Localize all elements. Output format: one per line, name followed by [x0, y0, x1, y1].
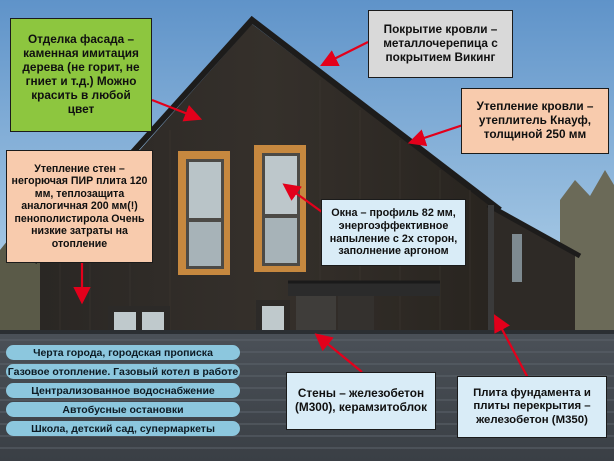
- walls-insulation-callout-text: Утепление стен – негорючая ПИР плита 120 мм, теплозащита аналогичная 200 мм(!) пенополистирола Очень низкие затраты на отопление: [11, 162, 148, 250]
- feature-pill: [6, 402, 240, 417]
- roof-callout: [368, 10, 513, 78]
- roof-insulation-callout: [461, 88, 609, 154]
- feature-pill-label: Черта города, городская прописка: [33, 346, 213, 359]
- roof-insulation-callout-text: Утепление кровли – утеплитель Кнауф, толщиной 250 мм: [476, 99, 594, 141]
- roof-callout-text: Покрытие кровли – металлочерепица с покрытием Викинг: [383, 22, 498, 64]
- feature-pill: [6, 383, 240, 398]
- feature-pill: [6, 345, 240, 360]
- facade-callout-text: Отделка фасада – каменная имитация дерева (не горит, не гниет и т.д.) Можно красить в любой цвет: [22, 32, 140, 116]
- upper-window-left: [178, 151, 230, 275]
- facade-callout: [10, 18, 152, 132]
- entrance-canopy: [288, 282, 440, 296]
- feature-pill: [6, 364, 240, 379]
- feature-pill-label: Автобусные остановки: [62, 403, 184, 416]
- windows-callout-text: Окна – профиль 82 мм, энергоэффективное напыление с 2х сторон, заполнение аргоном: [329, 207, 458, 258]
- walls-callout: [286, 372, 436, 430]
- foundation-callout: [457, 376, 607, 438]
- feature-pill-label: Централизованное водоснабжение: [31, 384, 215, 397]
- windows-callout: [321, 199, 466, 266]
- side-window: [512, 234, 522, 282]
- foundation-callout-text: Плита фундамента и плиты перекрытия – железобетон (М350): [473, 386, 591, 426]
- walls-insulation-callout: [6, 150, 153, 263]
- feature-pill-label: Газовое отопление. Газовый котел в работе: [7, 365, 239, 378]
- walls-callout-text: Стены – железобетон (М300), керамзитоблок: [294, 386, 428, 414]
- upper-window-right: [254, 145, 306, 272]
- feature-pill: [6, 421, 240, 436]
- feature-pill-label: Школа, детский сад, супермаркеты: [31, 422, 215, 435]
- downpipe: [488, 205, 494, 335]
